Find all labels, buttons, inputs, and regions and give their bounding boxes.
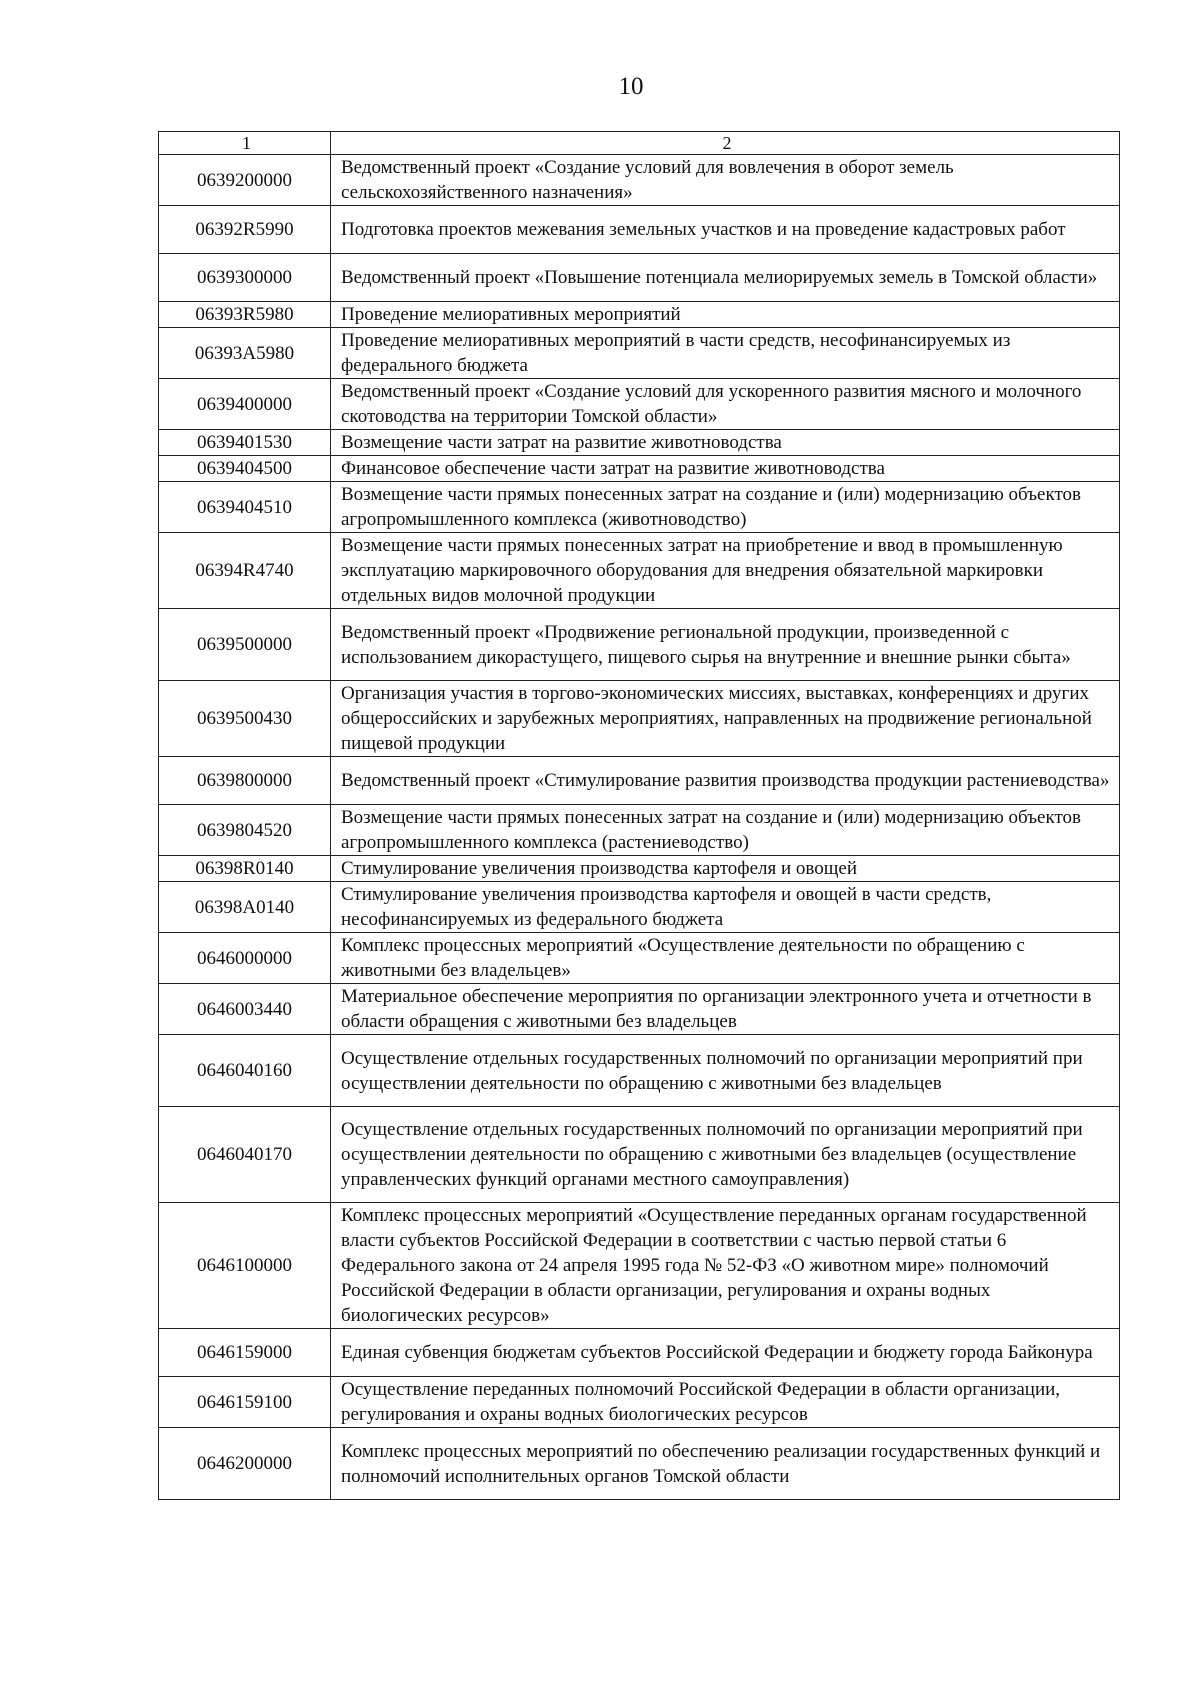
row-code: 06392R5990 xyxy=(159,206,331,254)
table-row xyxy=(159,302,1120,328)
row-description: Ведомственный проект «Создание условий для вовлечения в оборот земель сельскохозяйственного назначения» xyxy=(331,155,1120,206)
row-code: 0646159000 xyxy=(159,1329,331,1377)
table-row xyxy=(159,609,1120,681)
row-description: Возмещение части прямых понесенных затрат на создание и (или) модернизацию объектов агропромышленного комплекса (животноводство) xyxy=(331,482,1120,533)
table-row xyxy=(159,805,1120,856)
row-description: Стимулирование увеличения производства картофеля и овощей в части средств, несофинансируемых из федерального бюджета xyxy=(331,882,1120,933)
row-description: Комплекс процессных мероприятий «Осуществление деятельности по обращению с животными без владельцев» xyxy=(331,933,1120,984)
table-row xyxy=(159,882,1120,933)
table-row xyxy=(159,984,1120,1035)
column-header-code: 1 xyxy=(159,132,331,155)
table-row xyxy=(159,1428,1120,1500)
row-description: Подготовка проектов межевания земельных участков и на проведение кадастровых работ xyxy=(331,206,1120,254)
row-description: Стимулирование увеличения производства картофеля и овощей xyxy=(331,856,1120,882)
row-code: 06393R5980 xyxy=(159,302,331,328)
table-row xyxy=(159,328,1120,379)
row-description: Комплекс процессных мероприятий по обеспечению реализации государственных функций и полномочий исполнительных органов Томской области xyxy=(331,1428,1120,1500)
page-number: 10 xyxy=(618,73,644,100)
row-code: 0639804520 xyxy=(159,805,331,856)
row-code: 0639200000 xyxy=(159,155,331,206)
budget-classification-table xyxy=(158,131,1119,1500)
table-row xyxy=(159,533,1120,609)
row-description: Ведомственный проект «Стимулирование развития производства продукции растениеводства» xyxy=(331,757,1120,805)
table-row xyxy=(159,757,1120,805)
row-description: Организация участия в торгово-экономических миссиях, выставках, конференциях и других общероссийских и зарубежных мероприятиях, направленных на продвижение региональной пищевой продукции xyxy=(331,681,1120,757)
table-header-row xyxy=(159,132,1120,155)
row-description: Проведение мелиоративных мероприятий в части средств, несофинансируемых из федерального бюджета xyxy=(331,328,1120,379)
row-description: Проведение мелиоративных мероприятий xyxy=(331,302,1120,328)
row-code: 0639500430 xyxy=(159,681,331,757)
row-description: Возмещение части затрат на развитие животноводства xyxy=(331,430,1120,456)
row-code: 06398R0140 xyxy=(159,856,331,882)
row-description: Осуществление переданных полномочий Российской Федерации в области организации, регулирования и охраны водных биологических ресурсов xyxy=(331,1377,1120,1428)
row-code: 0639404510 xyxy=(159,482,331,533)
table-row xyxy=(159,933,1120,984)
table-row xyxy=(159,155,1120,206)
row-description: Осуществление отдельных государственных полномочий по организации мероприятий при осуществлении деятельности по обращению с животными без владельцев (осуществление управленческих функций органами местного самоуправления) xyxy=(331,1107,1120,1203)
row-code: 0639500000 xyxy=(159,609,331,681)
table-row xyxy=(159,482,1120,533)
table-row xyxy=(159,254,1120,302)
row-description: Материальное обеспечение мероприятия по организации электронного учета и отчетности в области обращения с животными без владельцев xyxy=(331,984,1120,1035)
row-code: 0639401530 xyxy=(159,430,331,456)
row-code: 0646200000 xyxy=(159,1428,331,1500)
row-description: Ведомственный проект «Повышение потенциала мелиорируемых земель в Томской области» xyxy=(331,254,1120,302)
row-code: 06394R4740 xyxy=(159,533,331,609)
row-description: Единая субвенция бюджетам субъектов Российской Федерации и бюджету города Байконура xyxy=(331,1329,1120,1377)
row-description: Ведомственный проект «Продвижение региональной продукции, произведенной с использованием дикорастущего, пищевого сырья на внутренние и внешние рынки сбыта» xyxy=(331,609,1120,681)
row-code: 06393А5980 xyxy=(159,328,331,379)
table-row xyxy=(159,1329,1120,1377)
table-row xyxy=(159,1377,1120,1428)
row-code: 0639400000 xyxy=(159,379,331,430)
row-description: Комплекс процессных мероприятий «Осуществление переданных органам государственной власти субъектов Российской Федерации в соответствии с частью первой статьи 6 Федерального закона от 24 апреля 1995 года № 52-ФЗ «О животном мире» полномочий Российской Федерации в области организации, регулирования и охраны водных биологических ресурсов» xyxy=(331,1203,1120,1329)
row-description: Осуществление отдельных государственных полномочий по организации мероприятий при осуществлении деятельности по обращению с животными без владельцев xyxy=(331,1035,1120,1107)
row-code: 0646040160 xyxy=(159,1035,331,1107)
row-code: 0639800000 xyxy=(159,757,331,805)
row-code: 0639300000 xyxy=(159,254,331,302)
table-row xyxy=(159,206,1120,254)
table-row xyxy=(159,379,1120,430)
table-row xyxy=(159,856,1120,882)
row-description: Возмещение части прямых понесенных затрат на создание и (или) модернизацию объектов агропромышленного комплекса (растениеводство) xyxy=(331,805,1120,856)
row-code: 0646100000 xyxy=(159,1203,331,1329)
table-row xyxy=(159,1035,1120,1107)
row-description: Финансовое обеспечение части затрат на развитие животноводства xyxy=(331,456,1120,482)
row-code: 0646159100 xyxy=(159,1377,331,1428)
row-code: 0646003440 xyxy=(159,984,331,1035)
column-header-name: 2 xyxy=(331,132,1120,155)
row-code: 0639404500 xyxy=(159,456,331,482)
row-code: 0646000000 xyxy=(159,933,331,984)
table-row xyxy=(159,1203,1120,1329)
row-code: 0646040170 xyxy=(159,1107,331,1203)
table-row xyxy=(159,1107,1120,1203)
row-description: Ведомственный проект «Создание условий для ускоренного развития мясного и молочного скотоводства на территории Томской области» xyxy=(331,379,1120,430)
table-row xyxy=(159,430,1120,456)
row-code: 06398А0140 xyxy=(159,882,331,933)
table-row xyxy=(159,681,1120,757)
row-description: Возмещение части прямых понесенных затрат на приобретение и ввод в промышленную эксплуатацию маркировочного оборудования для внедрения обязательной маркировки отдельных видов молочной продукции xyxy=(331,533,1120,609)
table-row xyxy=(159,456,1120,482)
